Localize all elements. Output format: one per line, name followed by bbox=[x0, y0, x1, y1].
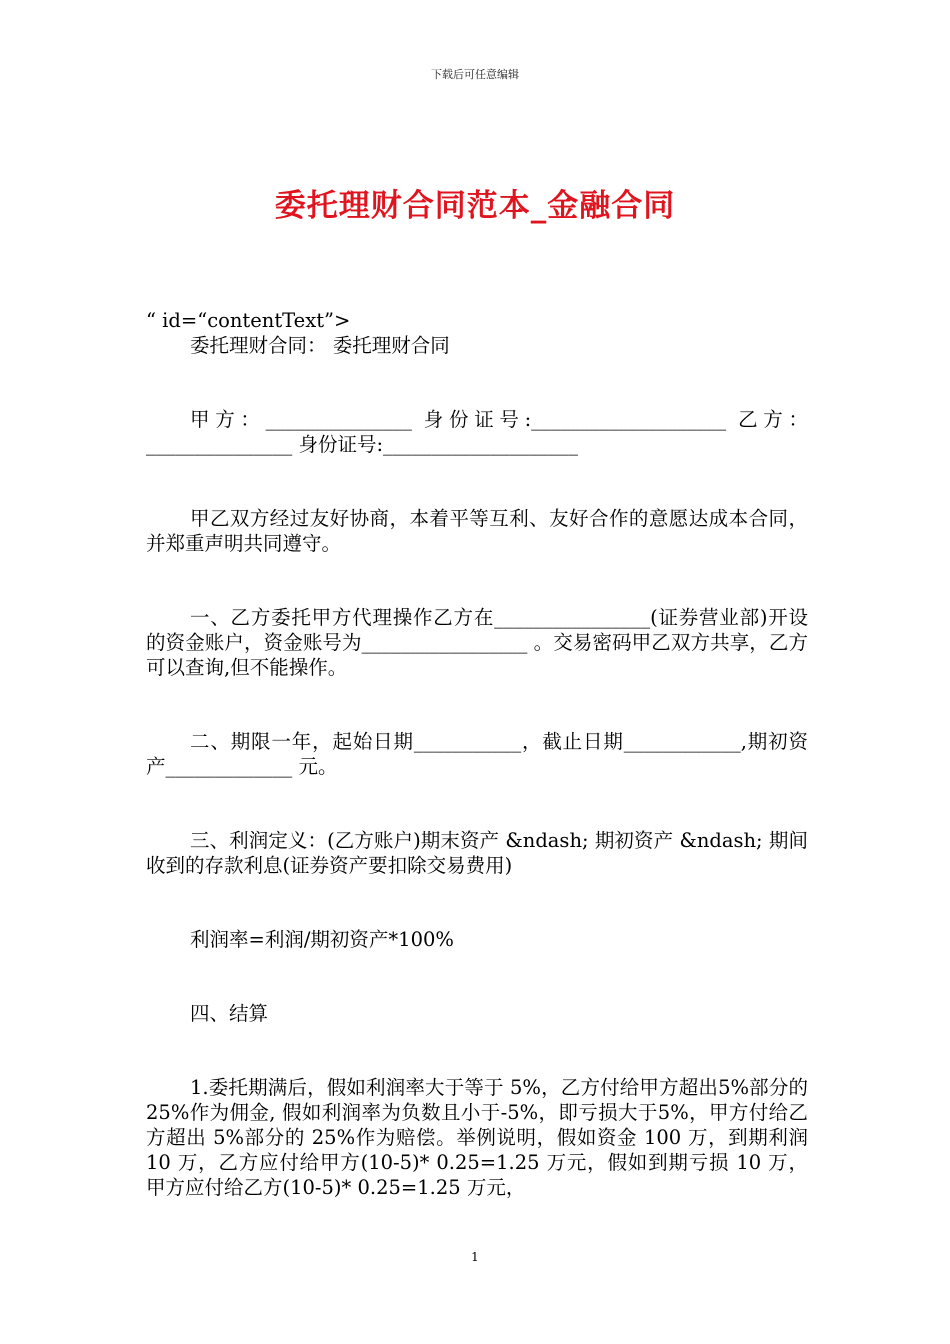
clause-1-paragraph: 一、乙方委托甲方代理操作乙方在________________(证券营业部)开设的资金账户，资金账号为_________________ 。交易密码甲乙双方共享，乙方可以查询,但不能操作。 bbox=[146, 606, 808, 679]
header-note: 下载后可任意编辑 bbox=[431, 68, 519, 81]
settlement-paragraph: 1.委托期满后，假如利润率大于等于 5%，乙方付给甲方超出5%部分的 25%作为佣金, 假如利润率为负数且小于-5%，即亏损大于5%，甲方付给乙方超出 5%部分的 25%作为赔偿。举例说明，假如资金 100 万，到期利润 10 万，乙方应付给甲方(10-5)* 0.25=1.25 万元，假如到期亏损 10 万，甲方应付给乙方(10-5)* 0.25=1.25 万元， bbox=[146, 1076, 808, 1199]
parties-paragraph: 甲方：_______________ 身份证号:____________________ 乙方：_______________ 身份证号:____________________ bbox=[146, 408, 808, 456]
clause-2-paragraph: 二、期限一年，起始日期___________，截止日期____________,期初资产_____________ 元。 bbox=[146, 730, 808, 778]
content-fragment: “ id=“contentText”> bbox=[146, 309, 351, 332]
page-number: 1 bbox=[471, 1250, 479, 1264]
clause-3-paragraph: 三、利润定义：(乙方账户)期末资产 &ndash; 期初资产 &ndash; 期间收到的存款利息(证券资产要扣除交易费用) bbox=[146, 829, 808, 877]
clause-4-heading: 四、结算 bbox=[190, 1002, 269, 1025]
profit-rate-formula: 利润率=利润/期初资产*100% bbox=[190, 928, 454, 951]
agreement-paragraph: 甲乙双方经过友好协商，本着平等互利、友好合作的意愿达成本合同，并郑重声明共同遵守。 bbox=[146, 507, 808, 555]
document-title: 委托理财合同范本_金融合同 bbox=[274, 188, 676, 224]
document-body bbox=[146, 308, 808, 1200]
contract-heading-line: 委托理财合同： 委托理财合同 bbox=[190, 334, 450, 357]
